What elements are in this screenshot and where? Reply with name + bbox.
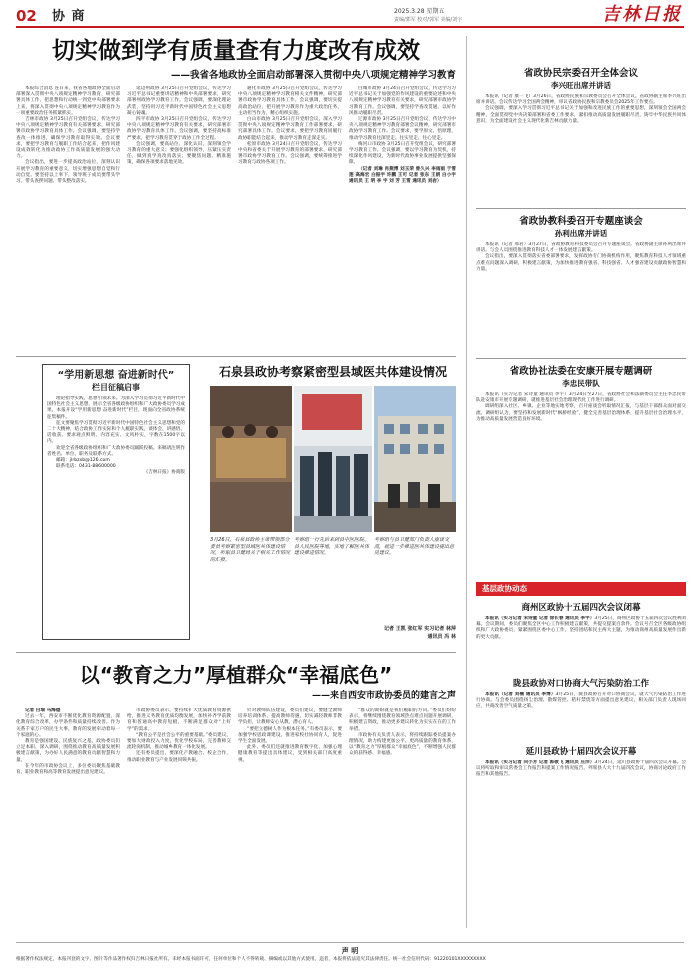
photo-caption-1: 3月26日，石泉县政协主席带领部分委员考察紧密型县域医共体建设情况，听取县卫健局关于相关工作情况的汇报。 [210, 537, 291, 563]
right-article-1-subtitle: 李兴旺出席并讲话 [551, 81, 611, 90]
editor-credits: 责编/郭军 校对/郭军 美编/刘宇 [394, 17, 463, 23]
second-article-column-4 [349, 708, 456, 934]
call-for-papers-box [42, 364, 190, 640]
grassroots-item-text: 3月25日，陇县政协召开对口协商会议，就大气污染防治工作进行协商。与会委员围绕扬尘治理、散煤管控、秸秆禁烧等方面提出意见建议，相关部门负责人现场回应，共商改善空气质量之策。 [476, 692, 686, 710]
newspaper-logo: 吉林日报 [602, 4, 682, 25]
second-article-column-2 [127, 708, 231, 934]
grassroots-item-body [476, 760, 686, 820]
lead-paragraph: 松原市政协 3月24日召开党组会议，传达学习中央和省委关于开展学习教育的部署要求，研究部署市政协学习教育工作。会议强调，要统筹推进学习教育与政协各项工作。 [238, 141, 342, 166]
second-article-subtitle: ——来自西安市政协委员的建言之声 [311, 691, 456, 701]
second-article-paragraph: 还有委员提出，要深化产教融合、校企合作，推动职业教育与产业发展同频共振。 [127, 751, 231, 763]
photo-editor-note: 通讯员 冯 林 [427, 634, 456, 640]
second-article-paragraph: 针对教师队伍建设，委员们建议，要健全教师培养培训体系，提高教师待遇，切实减轻教师非教学负担，让教师安心从教、潜心育人。 [238, 708, 342, 726]
declaration [16, 942, 684, 968]
grassroots-item-text: 3月24日，延川县政协十届四次会议开幕。会议将听取和审议常委会工作报告和提案工作情况报告，列席县人大十九届四次会议，协商讨论政府工作报告和其他报告。 [476, 760, 686, 778]
grassroots-item-title: 陇县政协对口协商大气污染防治工作 [512, 679, 649, 689]
lead-paragraph: 梅河口市政协 3月25日召开党组会议，研究部署学习教育工作。会议强调，要以学习教育为契机，持续深化作风建设，为新时代政协事业发展提供坚强保障。 [349, 141, 456, 166]
grassroots-item-body [476, 692, 686, 740]
second-article-paragraph: 过去一年，西安市不断优化教育资源配置，深化教育综合改革，办学条件和质量持续改善。作为关系千家万户的民生大事，教育的发展牵动着每一个家庭的心。 [16, 714, 120, 738]
right-article-paragraph: 本报讯（记者 邢岩）3月27日，省政协教育科技委员会召开专题座谈会。省政协副主席孙利出席并讲话。与会人员围绕推进教育科技人才一体发展建言献策。 [476, 242, 686, 254]
lead-column-2 [127, 86, 231, 354]
right-article-paragraph: 会议强调，要深入学习贯彻习近平总书记关于加强和改进民族工作的重要思想，深刻领会全国两会精神，全面贯彻党中央决策部署和省委工作要求，紧扣推动高质量发展履职尽责，铸牢中华民族共同体意识，为全面建设社会主义现代化新吉林贡献力量。 [476, 106, 686, 124]
grassroots-item-body [476, 616, 686, 670]
page-header [16, 6, 684, 28]
photo-caption-3: 考察组与县卫健部门负责人座谈交流，就进一步推进医共体建设提出意见建议。 [374, 537, 455, 556]
right-article-3-body [476, 392, 686, 574]
grassroots-item-title: 延川县政协十届四次会议开幕 [525, 747, 637, 757]
lead-paragraph: 白山市政协 3月25日召开党组会议，深入学习贯彻中央八项规定精神学习教育工作部署要求，研究部署具体工作。会议要求，要把学习教育同履行政协职能结合起来，推动学习教育走深走实。 [238, 117, 342, 141]
lead-paragraph: 白城市政协 3月24日召开党组会议，传达学习习近平总书记关于加强党的作风建设的重要论述和中央八项规定精神学习教育有关要求，研究部署市政协学习教育工作。会议强调，要坚持学查改贯通，以好作风推动履职尽责。 [349, 86, 456, 116]
photo-building [374, 386, 456, 532]
section-name: 协 商 [52, 9, 86, 24]
section-divider [476, 208, 686, 209]
right-article-paragraph: 调研组深入社区、乡镇、企业等地实地考察，召开座谈会听取情况汇报，与基层干部群众面对面交流。调研组认为，要坚持和发展新时代“枫桥经验”，健全完善基层治理体系，提升基层社会治理水平，为推动高质量发展营造良好环境。 [476, 404, 686, 422]
right-article-2-subtitle: 孙利出席并讲话 [554, 229, 608, 238]
declaration-body: 根据著作权法规定，本报刊登的文字、图片等作品著作权归吉林日报社所有。未经本报书面许可，任何单位和个人不得转载、摘编或以其他方式使用。违者，本报将依法追究其法律责任。统一社会信用代码：91220101XXXXXXXXX [16, 957, 486, 962]
contact-email: 邮箱：jlrbzxb@126.com [56, 458, 110, 464]
grassroots-item-text: 3月25日，商州区政协十五届四次会议胜利闭幕。会议期间，委员们聚焦全区中心工作积极建言献策，共提交提案百余件。会议号召全区各级政协组织和广大政协委员，紧紧围绕区委中心工作，坚持团结和民主两大主题，为推动商州高质量发展作出新的更大贡献。 [476, 616, 686, 640]
second-article-title: 以“教育之力”厚植群众“幸福底色” [79, 663, 393, 687]
second-article-column-1 [16, 708, 120, 934]
declaration-title: 声 明 [341, 947, 359, 955]
second-article-byline: 记者 白瑞 马海德 [25, 708, 61, 713]
issue-date: 2025.3.28 星期五 [394, 8, 445, 15]
lead-bylines: （记者 刘琳 肖燕博 刘玉荣 曾久兴 李雨雨 于雪莲 高海宏 白振宇 许鹏 王可 记者 张东 王朗 白小宇 通讯员 王 明 李 宇 刘 芳 王雪 通讯员 刘岩） [349, 166, 456, 185]
right-article-1-body [476, 94, 686, 204]
grassroots-item-byline: 本报讯（实习记者 向小芳 记者 郭敬飞 通讯员 庄洋） [485, 760, 595, 765]
lead-paragraph: 通化市政协 3月25日召开党组会议，传达学习中央八项规定精神学习教育相关文件精神，研究部署市政协学习教育具体工作。会议强调，要切实提高政治站位，把开展学习教育作为重大政治任务，主动担当作为，精心组织实施。 [238, 86, 342, 116]
photo-meeting [210, 386, 292, 532]
lead-title: 切实做到学有质量查有力度改有成效 [52, 38, 420, 64]
second-article-paragraph: “群众的期盼就是我们履职的方向。”委员们纷纷表示，将继续围绕教育领域热点难点问题开展调研，积极建言资政，推动更多建议转化为实实在在的工作举措。 [349, 708, 456, 732]
grassroots-item-byline: 本报讯（实习记者 宋诗童 记者 徐长春 通讯员 李宇） [485, 616, 595, 621]
lead-paragraph: 会议强调，要高站位、深化认识，深刻领会学习教育的重大意义；要强化组织领导，压紧压实责任，做到真学真改真落实；要聚焦问题、精准施策，确保各项要求落地见效。 [127, 141, 231, 166]
call-for-papers-title: “学用新思想 奋进新时代” [57, 370, 175, 381]
section-divider [16, 652, 456, 653]
section-divider [476, 358, 686, 359]
lead-paragraph: 四平市政协 3月25日召开党组会议，传达学习中央八项规定精神学习教育有关要求，研究部署市政协学习教育具体工作。会议强调，要坚持高标准严要求，把学习教育贯穿于政协工作全过程。 [127, 117, 231, 141]
second-article-paragraph: “要把立德树人作为根本任务。”有委员表示，要加强学校思政课建设，推进家校社协同育人，促进学生全面发展。 [238, 726, 342, 745]
lead-column-1 [16, 86, 120, 354]
photo-section-title: 石泉县政协考察紧密型县域医共体建设情况 [218, 365, 447, 379]
lead-subtitle: ——我省各地政协全面启动部署深入贯彻中央八项规定精神学习教育 [170, 70, 456, 81]
right-article-paragraph: 本报讯（记者 康一飞）3月26日，省政协民族和宗教委员会召开全体会议。省政协副主席李兴旺出席并讲话。会议传达学习全国两会精神，审议省政协民族和宗教委员会2025年工作要点。 [476, 94, 686, 106]
photo-hospital-visit [294, 386, 372, 532]
lead-paragraph: 会议指出，要进一步提高政治站位，深刻认识开展学习教育的重要意义，切实增强思想自觉和行动自觉。要坚持以上率下，领导班子成员要带头学习、带头查摆问题、带头整改落实。 [16, 160, 120, 185]
call-for-papers-signoff: 《吉林日报》协商版 [143, 470, 185, 476]
page-number: 02 [16, 7, 37, 25]
lead-paragraph: 吉林市政协 3月25日召开党组会议，传达学习中央八项规定精神学习教育有关部署要求，研究部署市政协学习教育具体工作。会议强调，要坚持学查改一体推进，确保学习教育取得实效。会议要求，要把学习教育与履职工作结合起来，把作风建设成效转化为推动政协工作高质量发展的强大动力。 [16, 117, 120, 160]
second-article-paragraph: 此外，委员们还就推进教育数字化、加强心理健康教育等提出具体建议，受到相关部门高度重视。 [238, 745, 342, 763]
contact-phone: 联系电话：0431-88600000 [56, 464, 116, 470]
grassroots-band: 基层政协动态 [476, 582, 686, 596]
grassroots-item-byline: 本报讯（记者 刘楠 通讯员 李博） [485, 692, 556, 697]
call-for-papers-paragraph: 欢迎全省各级政协组织和广大政协委员踊跃投稿。来稿请注明作者姓名、单位、职务及联系方式。 [47, 445, 185, 457]
second-article-paragraph: “教育公平是社会公平的重要基础。”委员建议，要加大财政投入力度，优化学校布局，完善教师交流轮岗机制，推动城乡教育一体化发展。 [127, 732, 231, 751]
second-article-column-3 [238, 708, 342, 934]
right-article-3-subtitle: 李忠民带队 [562, 379, 600, 388]
right-article-2-body [476, 242, 686, 354]
call-for-papers-paragraph: 理论指导实践，思想引领未来。为深入学习贯彻习近平新时代中国特色社会主义思想，展示全省各级政协组织和广大政协委员学习成果，本报开设“学用新思想 奋进新时代”栏目，现面向全省政协系统征集稿件。 [47, 396, 185, 420]
call-for-papers-body [43, 396, 189, 622]
right-article-1-title: 省政协民宗委召开全体会议 [523, 68, 638, 79]
call-for-papers-subtitle: 栏目征稿启事 [92, 383, 140, 392]
right-article-2-title: 省政协教科委召开专题座谈会 [519, 216, 643, 227]
right-article-3-title: 省政协社法委在安康开展专题调研 [509, 366, 653, 377]
second-article-paragraph: 市政协委员表示，要持续扩大优质教育资源供给，推进义务教育优质均衡发展，加快补齐学前教育和普通高中教育短板，不断满足群众对“上好学”的需求。 [127, 708, 231, 732]
call-for-papers-paragraph: 征文要聚焦学习贯彻习近平新时代中国特色社会主义思想和党的二十大精神，结合政协工作实际和个人履职实践，谈体会、讲感悟、话收获。要求观点鲜明、内容充实、文风朴实，字数在1500字以内。 [47, 420, 185, 445]
lead-paragraph: 延边州政协 3月25日召开党组会议，传达学习习近平总书记重要讲话精神和中央部署要求，研究部署州政协学习教育工作。会议强调，要深化理论武装，坚持用习近平新时代中国特色社会主义思想凝心铸魂。 [127, 86, 231, 116]
lead-paragraph: 辽源市政协 3月25日召开党组会议，传达学习中央八项规定精神学习教育部署会议精神，研究部署市政协学习教育工作。会议要求，要学原文、悟原理，推动学习教育往深里走、往实里走、往心里走。 [349, 117, 456, 141]
second-article-paragraph: 市政协有关负责人表示，将持续跟踪委员提案办理情况，助力构建更加公平、更高质量的教育体系，以“教育之力”厚植群众“幸福底色”，不断增强人民群众的获得感、幸福感。 [349, 732, 456, 757]
right-article-paragraph: 本报讯（实习记者 宋诗童 通讯员 李宇）3月24日至27日，省政协社会和法制委员会主任李忠民带队赴安康市开展专题调研，就推进基层社会治理现代化工作进行调研。 [476, 392, 686, 404]
right-article-paragraph: 会议指出，要深入贯彻落实省委部署要求，发挥政协专门协商机构作用，聚焦教育科技人才领域重点难点问题深入调研，积极建言献策，为加快推进教育强省、科技强省、人才强省建设贡献政协智慧和力量。 [476, 254, 686, 272]
lead-column-3 [238, 86, 342, 354]
second-article-paragraph: 教育是强国建设、民族复兴之基。政协委员们立足本职、深入调研，围绕推动教育高质量发展积极建言献策，为办好人民满意的教育贡献智慧和力量。 [16, 739, 120, 763]
grassroots-item-title: 商州区政协十五届四次会议闭幕 [521, 603, 641, 613]
column-divider [466, 36, 467, 928]
photo-caption-2: 考察组一行先后来到县中医医院、县人民医院等地，实地了解医共体建设推进情况。 [294, 537, 370, 556]
lead-paragraph: 本报综合消息 连日来，我省各地政协全面启动部署深入贯彻中央八项规定精神学习教育，研究部署具体工作，把思想和行动统一到党中央部署要求上来，将深入贯彻中央八项规定精神学习教育作为一项重要政治任务抓紧抓实。 [16, 86, 120, 116]
lead-column-4 [349, 86, 456, 354]
photo-credit: 记者 王凯 张红军 实习记者 林萍 [384, 626, 456, 632]
second-article-paragraph: 在今年的市政协会议上，多位委员聚焦基础教育、职业教育和高等教育发展提出意见建议。 [16, 763, 120, 776]
section-divider [16, 356, 456, 357]
